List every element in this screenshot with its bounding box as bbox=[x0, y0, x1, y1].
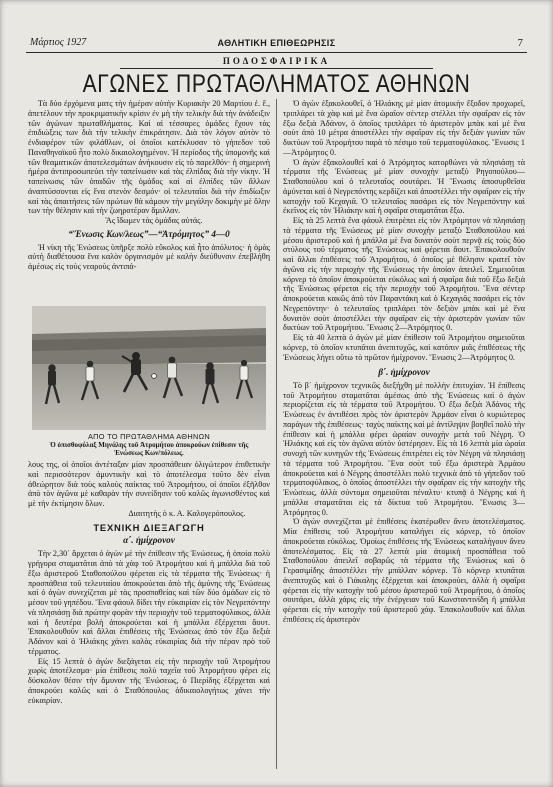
technical-report-heading: ΤΕΧΝΙΚΗ ΔΙΕΞΑΓΩΓΗ bbox=[93, 522, 205, 534]
match-heading: “Ἕνωσις Κων/λεως”—“Ἀτρόμητος” 4—0 bbox=[68, 228, 230, 239]
photo-title: ΑΠΟ ΤΟ ΠΡΩΤΑΘΛΗΜΑ ΑΘΗΝΩΝ bbox=[87, 432, 211, 441]
first-half-paragraph: Εἰς τὰ 25 λεπτὰ ἕνα φάουλ ἐπιτρέπει εἰς τὸν Ἀτρόμητον νὰ πλησιάσῃ τὰ τέρματα τῆς Ἑνώσεως μὲ μίαν συνοχὴν μεταξὺ Σταθοπούλου καὶ μέσου ἀριστεροῦ καὶ ἡ μπάλλα μὲ ἕνα δυνατὸν σοὺτ περνᾷ εἰς τοὺς δύο στύλους τοῦ τέρματος τῆς Ἑνώσεως καὶ φέρεται ἄουτ. Ἐπακολουθοῦν καὶ ἄλλαι ἐπιθέσεις τοῦ Ἀτρομήτου, ὁ ὁποῖος μὲ θέλησιν κρατεῖ τὸν ἀγῶνα εἰς τὴν περιοχὴν τῆς Ἑνώσεως τὴν ὁποίαν ἀπειλεῖ. Σημειοῦται κόρνερ τὸ ὁποῖον ἀποκρούεται εὐκόλως καὶ ἡ σφαῖρα διὰ τοῦ ἔξω δεξιὰ τῆς Ἑνώσεως φέρεται εἰς τὴν περιοχὴν τοῦ Ἀτρομήτου. Ἕνα σέντερ ἀποκρούεται κακῶς ἀπὸ τὸν Παραντάκη καὶ ὁ Κεχαγιᾶς πασάρει εἰς τὸν Νεγρεπόντην· ὁ τελευταῖος τριπλάρει τὸν δεξιὸν μπὰκ καὶ μὲ ἕνα δυνατὸν σοὺτ ἀποστέλλει τὴν σφαῖραν εἰς τὴν ἀριστερὰν γωνίαν τῶν δικτύων τοῦ Ἀτρομήτου. Ἕνωσις 2—Ἀτρόμητος 0. bbox=[283, 216, 525, 333]
second-half-paragraph: Τὸ β΄ ἡμίχρονον τεχνικῶς διεξήχθη μὲ πολλὴν ἐπιτυχίαν. Ἡ ἐπίθεσις τοῦ Ἀτρομήτου σταματᾶται ἀμέσως ἀπὸ τῆς Ἑνώσεως καὶ ὁ ἀγὼν περιορίζεται εἰς τὰ τέρματα τοῦ Ἀτρομήτου. Ὁ ἔξω δεξιὰ Ἀδάνος τῆς Ἑνώσεως ἐν ἀντιθέσει πρὸς τὸν ἀριστερὸν Ἀρμάον εἶναι ὁ κυριώτερος παράγων τῆς ἐπιθέσεως· ταχὺς παίκτης καὶ μὲ ἀντίληψιν βοηθεῖ πολὺ τὴν ἐπίθεσιν καὶ ἡ μπάλλα φέρει ὡραίαν συνοχὴν μετὰ τοῦ Νέγρη. Ὁ Ἠλιάκης καὶ εἰς τὸν ἀγῶνα αὐτὸν ὑστέρησεν. Εἰς τὰ 16 λεπτὰ μία ὡραία συνοχὴ τῶν κυνηγῶν τῆς Ἑνώσεως ἐπιτρέπει εἰς τὸν Νέγρη νὰ πλησιάσῃ τὰ τέρματα τοῦ Ἀτρομήτου. Ἕνα σοὺτ τοῦ ἔξω ἀριστερὰ Ἀρμάου ἀποκρούεται καὶ ὁ Νέγρης ἀποστέλλει πολὺ τεχνικὰ ἀπὸ τὸ γήπεδον τοῦ τερματοφύλακος, ὁ ὁποῖος ἀποστέλλει τὴν σφαῖραν εἰς τὴν κατοχὴν τῆς Ἑνώσεως, ἀλλὰ σύντομα σημειοῦται πέναλτυ· κτυπᾷ ὁ Νέγρης καὶ ἡ μπάλλα σταματᾶται εἰς τὰ δίκτυα τοῦ Ἀτρομήτου. Ἕνωσις 3—Ἀτρόμητος 0. bbox=[283, 380, 525, 517]
section-rule bbox=[120, 68, 433, 69]
referee-line: Διαιτητὴς ὁ κ. Α. Καλογερόπουλος. bbox=[128, 508, 246, 518]
pitch-ground bbox=[32, 364, 266, 430]
page-number: 7 bbox=[517, 37, 523, 49]
first-half-heading: α΄. ἡμίχρονον bbox=[123, 535, 175, 546]
football bbox=[152, 374, 157, 379]
first-half-paragraph: Ὁ ἀγὼν ἐξακολουθεῖ καὶ ὁ Ἀτρόμητος κατορθώνει νὰ πλησιάσῃ τὰ τέρματα τῆς Ἑνώσεως μὲ μίαν συνοχὴν μεταξὺ Ρηγοπούλου—Σταθοπούλου καὶ ὁ τελευταῖος σουτάρει. Ἡ Ἕνωσις ἀποσυρθεῖσα ἀμύνεται καὶ ὁ Νεγρεπόντης κερδίζει καὶ ἀποστέλλει τὴν σφαῖραν εἰς τὴν κατοχὴν τοῦ Κεχαγιᾶ. Ὁ τελευταῖος πασάρει εἰς τὸν Νεγρεπόντην καὶ ἐκεῖνος εἰς τὸν Ἠλιάκην καὶ ἡ σφαῖρα σταματᾶται ἔξω. bbox=[283, 157, 525, 216]
first-half-paragraph: Ὁ ἀγὼν ἐξακολουθεῖ, ὁ Ἠλιάκης μὲ μίαν ἀτομικὴν ἔξοδον προχωρεῖ, τριπλάρει τὰ χὰφ καὶ μὲ ἕνα ὡραῖον σέντερ στέλλει τὴν σφαῖραν εἰς τὸν ἔξω δεξιὰ Ἀδάνον, ὁ ὁποῖος τριπλάρει τὸ ἀριστερὸν μπὰκ καὶ μὲ ἕνα σοὺτ ἀπὸ 10 μέτρα ἀποστέλλει τὴν σφαῖραν εἰς τὴν δεξιὰν γωνίαν τῶν δικτύων τοῦ Ἀτρομήτου παρὰ τὸ πέσιμο τοῦ τερματοφύλακος. Ἕνωσις 1—Ἀτρόμητος 0. bbox=[283, 99, 525, 157]
left-column-upper bbox=[28, 99, 270, 304]
first-half-paragraph: Εἰς 15 λεπτὰ ὁ ἀγὼν διεξάγεται εἰς τὴν περιοχὴν τοῦ Ἀτρομήτου χωρὶς ἀποτέλεσμα· μία ἐπίθεσις πολὺ ταχεῖα τοῦ Ἀτρομήτου φέρει εἰς δύσκολον θέσιν τὴν ἄμυναν τῆς Ἑνώσεως, ὁ Πιερίδης ἐξέρχεται καὶ ἀποκρούει καλῶς καὶ ὁ Σταθόπουλος ἀδικαιολογήτως χάνει τὴν εὐκαιρίαν. bbox=[28, 656, 270, 705]
photo-caption: Ὁ ὁπισθοφύλαξ Μηνάλης τοῦ Ἀτρομήτου ἀποκρούων ἐπίθεσιν τῆς Ἑνώσεως Κων/πόλεως. bbox=[49, 441, 249, 458]
second-half-heading: β΄. ἡμίχρονον bbox=[378, 366, 430, 377]
column-divider bbox=[276, 99, 277, 769]
headline: ΑΓΩΝΕΣ ΠΡΩΤΑΘΛΗΜΑΤΟΣ ΑΘΗΝΩΝ bbox=[82, 71, 471, 99]
photo-block bbox=[28, 306, 270, 459]
match-paragraph-continued: λους της, οἱ ὁποῖοι ἀντέταξαν μίαν προσπάθειαν ὀλιγώτερον ἐπιθετικὴν καὶ περισσότερον ἀμυντικὴν καὶ τὸ ἀποτέλεσμα τοῦτο δὲν εἶναι ἀθεώρητον διὰ τοὺς καλοὺς παίκτας τοῦ Ἀτρομήτου, οἱ ὁποῖοι ἐξῆλθον ἀπὸ τὸν ἀγῶνα μὲ καθαρὰν τὴν συνείδησιν τοῦ καλῶς ἀγωνισθέντος καὶ μὲ τὴν ἐκτίμησιν ὅλων. bbox=[28, 460, 270, 508]
second-half-paragraph: Ὁ ἀγὼν συνεχίζεται μὲ ἐπιθέσεις ἑκατέρωθεν ἄνευ ἀποτελέσματος. Μία ἐπίθεσις τοῦ Ἀτρομήτου καταλήγει εἰς κόρνερ, τὸ ὁποῖον ἀποκρούεται εὐκόλως. Ὁμοίως ἐπιθέσεις τῆς Ἑνώσεως καταλήγουν ἄνευ ἀποτελέσματος. Εἰς τὰ 27 λεπτὰ μία ἀτομικὴ προσπάθεια τοῦ Σταθοπούλου ἀπειλεῖ σοβαρῶς τὰ τέρματα τῆς Ἑνώσεως καὶ ὁ Γερασιμίδης ἀποστέλλει τὴν μπάλλαν κόρνερ. Τὸ κόρνερ κτυπᾶται ἀνεπιτυχῶς καὶ ὁ Γιάκαλης ἐξέρχεται καὶ ἀποκρούει, ἀλλὰ ἡ σφαῖρα φέρεται εἰς τὴν κατοχὴν τοῦ μέσου ἀριστεροῦ τοῦ Ἀτρομήτου, ὁ ὁποῖος σουτάρει, ἀλλὰ χάρις εἰς τὴν ἐνέργειαν τοῦ Κωνσταντινίδη ἡ μπάλλα φέρεται εἰς τὴν κατοχὴν τοῦ ἀριστεροῦ χάφ. Ἐπακολουθοῦν καὶ ἄλλαι ἐπιθέσεις εἰς ἀριστερὸν bbox=[283, 517, 525, 624]
first-half-paragraph: Τὴν 2,30΄ ἄρχεται ὁ ἀγὼν μὲ τὴν ἐπίθεσιν τῆς Ἑνώσεως, ἡ ὁποία πολὺ γρήγορα σταματᾶται ἀπὸ τὰ χὰφ τοῦ Ἀτρομήτου καὶ ἡ μπάλλα διὰ τοῦ ἔξω ἀριστεροῦ Σταθοπούλου φέρεται εἰς τὰ τέρματα τῆς Ἑνώσεως· ἡ προσπάθεια τοῦ τελευταίου ἀποκρούεται ἀπὸ τῆς ἀμύνης τῆς Ἑνώσεως καὶ ὁ ἀγὼν συνεχίζεται μὲ τὰς προσπαθείας καὶ τῶν δύο ὁμάδων εἰς τὸ μέσον τοῦ γηπέδου. Ἕνα φάουλ δίδει τὴν εὐκαιρίαν εἰς τὸν Νεγρεπόντην νὰ πλησιάσῃ διὰ πρώτην φορὰν τὴν περιοχὴν τοῦ τερματοφύλακος, ἀλλὰ καὶ ἡ δευτέρα βολὴ ἀποκρούεται καὶ ἡ μπάλλα ἐξέρχεται ἄουτ. Ἐπακολουθοῦν καὶ ἄλλαι ἐπιθέσεις τῆς Ἑνώσεως ἀπὸ τὸν ἔξω δεξιὰ Ἀδάνον καὶ ὁ Ἠλιάκης χάνει καλὰς εὐκαιρίας διὰ τὴν πέραν πρὸ τοῦ τέρματος. bbox=[28, 549, 270, 656]
match-paragraph: Ἡ νίκη τῆς Ἑνώσεως ὑπῆρξε πολὺ εὔκολος καὶ ἦτο ἀπόλυτος· ἡ ὁμὰς αὐτὴ διαθέτουσα ἕνα καλὸν ὀργανισμὸν μὲ καλὴν διεύθυνσιν ἐπεβλήθη ἀμέσως εἰς τοὺς νεαροὺς ἀντιπά- bbox=[28, 242, 270, 272]
issue-date: Μάρτιος 1927 bbox=[30, 37, 87, 48]
section-label: ΠΟΔΟΣΦΑΙΡΙΚΑ bbox=[222, 56, 331, 66]
left-column-lower bbox=[28, 460, 270, 770]
right-column bbox=[283, 99, 525, 770]
header-rule bbox=[26, 52, 527, 53]
first-half-paragraph: Εἰς τὰ 40 λεπτὰ ὁ ἀγὼν μὲ μίαν ἐπίθεσιν τοῦ Ἀτρομήτου σημειοῦται κόρνερ, τὸ ὁποῖον κτυπᾶται ἀνεπιτυχῶς, καὶ κατόπιν μιᾶς ἐπιθέσεως τῆς Ἑνώσεως λήγει οὕτω τὸ πρῶτον ἡμίχρονον. Ἕνωσις 2—Ἀτρόμητος 0. bbox=[283, 333, 525, 362]
lead-in-line: Ἂς ἴδωμεν τὰς ὁμάδας αὐτάς. bbox=[105, 216, 203, 225]
match-photo bbox=[32, 306, 266, 430]
intro-paragraph: Τὰ δύο ἐρχόμενα ματς τὴν ἡμέραν αὐτὴν Κυριακὴν 20 Μαρτίου ἐ. ἔ., ἀπετέλουν τὴν προκριματικὴν κρίσιν ἐν μὴ τὴν τελικὴν διὰ τὴν ἀνάδειξιν τῶν ἀγώνων πρωταθλήματος. Καὶ αἱ τέσσαρες ὁμάδες ἔχουν τὰς ἐπιδιώξεις των διὰ τὴν τελικὴν ἐπικράτησιν. Διὰ τὸν λόγον αὐτὸν τὸ ἐνδιαφέρον τῶν φιλάθλων, οἱ ὁποῖοι κατέκλυσαν τὸ γήπεδον τοῦ Παναθηναϊκοῦ ἦτο πολὺ δικαιολογημένον. Ἡ περίοδος τῆς ὑπομονῆς καὶ τῶν θεαματικῶν ἀποτελεσμάτων ἀνήκουσιν εἰς τὸ παρελθόν· ἡ σημερινὴ ἡμέρα ἀντιπροσωπεύει τὴν ταπείνωσιν καὶ τὰς ἐλπίδας διὰ τὴν νίκην. Ἡ ταπείνωσις τῶν ὁπαδῶν τῆς ὁμάδος καὶ αἱ ἐλπίδες τῶν ἄλλων ἀναπτύσσονται εἰς ἕνα στενὸν δεσμόν· οἱ τελευταῖοι διὰ τὴν ἐπιδίωξιν καὶ τὰς ἀπαιτήσεις τῶν πρώτων θὰ κάμουν τὴν μεγάλην δοκιμὴν μὲ ὅλην των τὴν θέλησιν καὶ τὴν ζωηροτέραν ἅμιλλαν. bbox=[28, 99, 270, 216]
publication-title: ΑΘΛΗΤΙΚΗ ΕΠΙΘΕΩΡΗΣΙΣ bbox=[217, 38, 336, 48]
